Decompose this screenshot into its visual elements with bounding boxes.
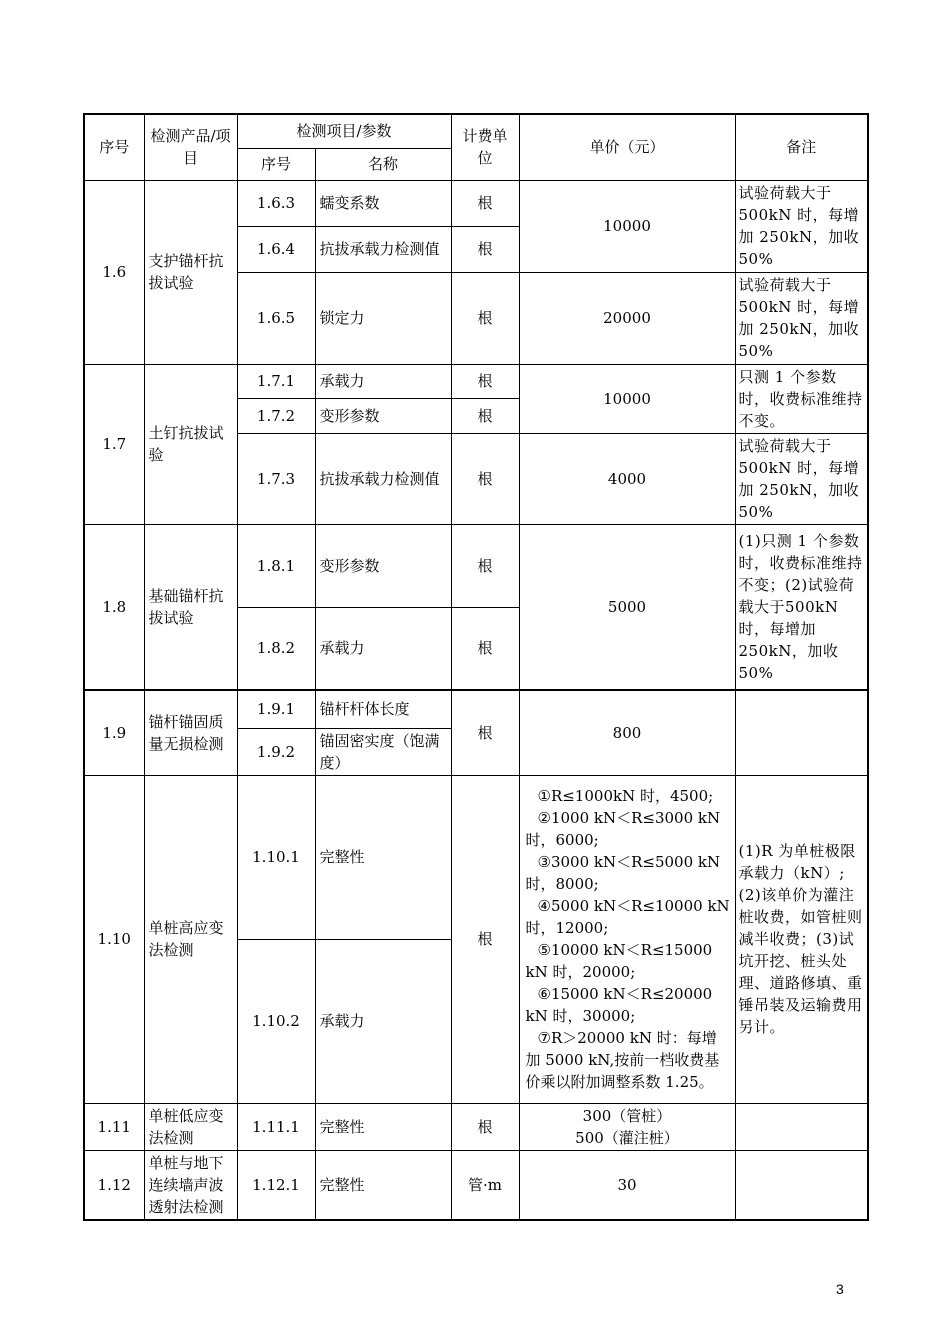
header-item-group: 检测项目/参数 [237,114,451,148]
item-remark: (1)R 为单桩极限承载力（kN）;(2)该单价为灌注桩收费，如管桩则减半收费；(3)试坑开挖、桩头处理、道路修填、重锤吊装及运输费用另计。 [735,775,868,1103]
item-unit: 根 [451,1103,519,1150]
item-remark: 试验荷载大于500kN 时，每增加 250kN，加收50% [735,180,868,272]
group-product: 单桩低应变法检测 [144,1103,237,1150]
table-row [84,364,868,399]
group-seq: 1.11 [84,1103,144,1150]
group-seq: 1.9 [84,690,144,775]
price-tier-line: ①R≤1000kN 时，4500; [537,787,714,805]
item-unit: 根 [451,364,519,399]
group-seq: 1.12 [84,1150,144,1220]
table-row [84,180,868,226]
price-tier-line: kN 时，20000; [525,963,636,981]
item-name: 完整性 [315,775,451,939]
item-remark: 只测 1 个参数时，收费标准维持不变。 [735,364,868,433]
group-product: 锚杆锚固质量无损检测 [144,690,237,775]
price-tier-line: 时，6000; [525,831,599,849]
price-tier-list [519,775,735,1103]
header-seq: 序号 [84,114,144,180]
price-tier-line: ③3000 kN＜R≤5000 kN [537,853,721,871]
item-remark: 试验荷载大于500kN 时，每增加 250kN，加收50% [735,272,868,364]
item-remark: 试验荷载大于500kN 时，每增加 250kN，加收50% [735,433,868,524]
item-seq: 1.6.3 [237,180,315,226]
header-row [84,114,868,148]
item-seq: 1.10.1 [237,775,315,939]
item-unit: 管·m [451,1150,519,1220]
item-price: 4000 [519,433,735,524]
item-remark [735,690,868,775]
item-price: 30 [519,1150,735,1220]
price-tier-line: kN 时，30000; [525,1007,636,1025]
group-seq: 1.7 [84,364,144,524]
item-seq: 1.8.1 [237,524,315,607]
price-line: 500（灌注桩） [575,1128,679,1147]
price-tier-line: 时，8000; [525,875,599,893]
page-number: 3 [836,1281,844,1297]
price-tier-line: ⑥15000 kN＜R≤20000 [537,985,713,1003]
item-unit: 根 [451,690,519,775]
item-seq: 1.9.2 [237,728,315,775]
price-tier-line: ②1000 kN＜R≤3000 kN [537,809,721,827]
group-seq: 1.10 [84,775,144,1103]
price-tier-line: 时，12000; [525,919,609,937]
item-unit: 根 [451,775,519,1103]
group-seq: 1.8 [84,524,144,690]
table-row [84,524,868,607]
price-tier-line: 价乘以附加调整系数 1.25。 [525,1073,714,1091]
header-product: 检测产品/项目 [144,114,237,180]
item-name: 蠕变系数 [315,180,451,226]
item-seq: 1.9.1 [237,690,315,728]
item-unit: 根 [451,180,519,226]
group-product: 土钉抗拔试验 [144,364,237,524]
group-product: 单桩高应变法检测 [144,775,237,1103]
item-seq: 1.7.3 [237,433,315,524]
item-seq: 1.7.1 [237,364,315,399]
price-tier-line: ⑦R＞20000 kN 时：每增 [537,1029,717,1047]
item-name: 承载力 [315,939,451,1103]
item-price: 5000 [519,524,735,690]
group-seq: 1.6 [84,180,144,364]
item-unit: 根 [451,272,519,364]
table-row [84,690,868,728]
item-name: 完整性 [315,1150,451,1220]
item-seq: 1.11.1 [237,1103,315,1150]
item-price [519,1103,735,1150]
header-remark: 备注 [735,114,868,180]
item-name: 变形参数 [315,524,451,607]
table-row [84,1150,868,1220]
table-row [84,1103,868,1150]
price-tier-line: ⑤10000 kN＜R≤15000 [537,941,713,959]
item-seq: 1.10.2 [237,939,315,1103]
price-tier-line: ④5000 kN＜R≤10000 kN [537,897,730,915]
header-sub-name: 名称 [315,148,451,180]
item-price: 10000 [519,180,735,272]
item-unit: 根 [451,399,519,434]
price-line: 300（管桩） [582,1106,672,1125]
price-tier-line: 加 5000 kN,按前一档收费基 [525,1051,720,1069]
fee-schedule-table [83,113,869,1221]
item-price: 20000 [519,272,735,364]
item-name: 抗拔承载力检测值 [315,433,451,524]
item-name: 承载力 [315,364,451,399]
item-price: 10000 [519,364,735,433]
item-seq: 1.8.2 [237,607,315,690]
group-product: 基础锚杆抗拔试验 [144,524,237,690]
item-seq: 1.6.5 [237,272,315,364]
item-unit: 根 [451,226,519,272]
group-product: 支护锚杆抗拔试验 [144,180,237,364]
header-price: 单价（元） [519,114,735,180]
item-remark: (1)只测 1 个参数时，收费标准维持不变；(2)试验荷载大于500kN 时，每增加 250kN，加收50% [735,524,868,690]
item-name: 锁定力 [315,272,451,364]
item-unit: 根 [451,524,519,607]
item-name: 完整性 [315,1103,451,1150]
header-unit: 计费单位 [451,114,519,180]
item-name: 锚杆杆体长度 [315,690,451,728]
item-seq: 1.12.1 [237,1150,315,1220]
item-seq: 1.6.4 [237,226,315,272]
item-name: 承载力 [315,607,451,690]
item-unit: 根 [451,607,519,690]
item-name: 抗拔承载力检测值 [315,226,451,272]
item-unit: 根 [451,433,519,524]
group-product: 单桩与地下连续墙声波透射法检测 [144,1150,237,1220]
item-price: 800 [519,690,735,775]
item-name: 变形参数 [315,399,451,434]
header-sub-seq: 序号 [237,148,315,180]
item-remark [735,1150,868,1220]
table-row [84,775,868,939]
item-remark [735,1103,868,1150]
item-name: 锚固密实度（饱满度） [315,728,451,775]
item-seq: 1.7.2 [237,399,315,434]
